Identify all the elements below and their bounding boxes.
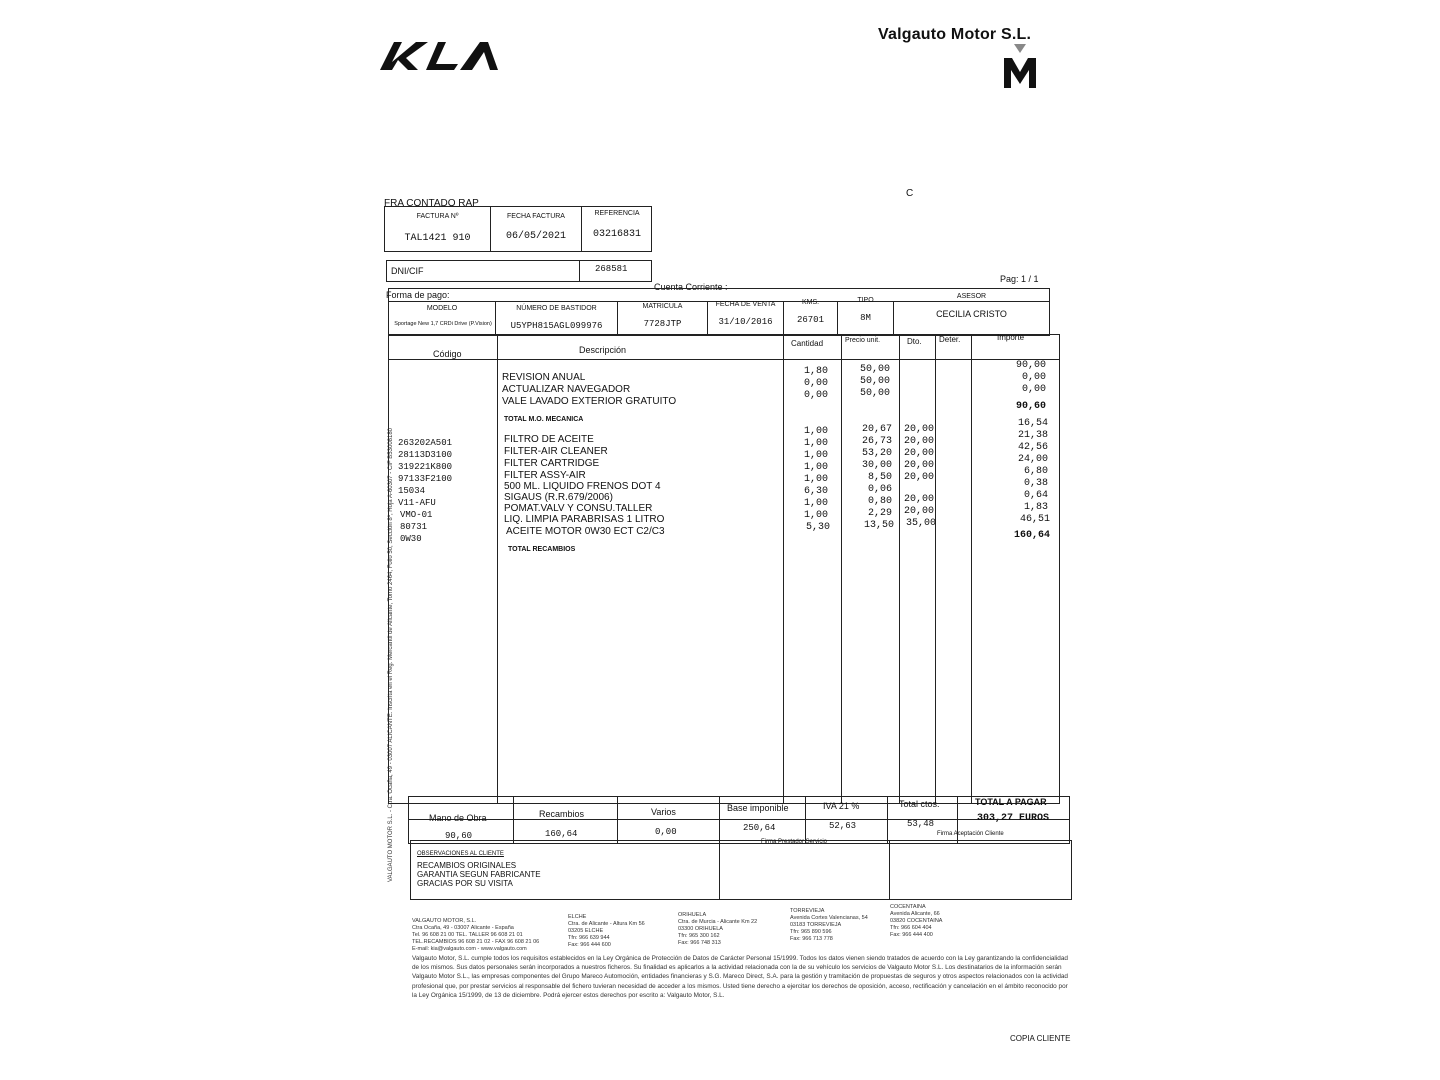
parts-total-label: TOTAL RECAMBIOS bbox=[508, 546, 576, 553]
part-dto: 20,00 bbox=[903, 506, 934, 517]
iva-value: 52,63 bbox=[829, 821, 857, 831]
part-desc: 500 ML. LIQUIDO FRENOS DOT 4 bbox=[504, 481, 661, 492]
observacion-line: GRACIAS POR SU VISITA bbox=[417, 879, 513, 888]
items-table bbox=[388, 334, 1060, 804]
part-desc: LIQ. LIMPIA PARABRISAS 1 LITRO bbox=[504, 514, 665, 525]
tipo-label: TIPO bbox=[857, 297, 874, 304]
firma-cliente: Firma Aceptación Cliente bbox=[937, 831, 1004, 837]
kia-logo bbox=[376, 36, 516, 76]
labor-subtotal: 90,60 bbox=[1015, 401, 1046, 412]
vehicle-info-box bbox=[388, 288, 1050, 336]
recambios-value: 160,64 bbox=[545, 829, 578, 839]
base-value: 250,64 bbox=[743, 823, 776, 833]
part-dto: 20,00 bbox=[903, 436, 934, 447]
part-code: 28113D3100 bbox=[398, 450, 453, 460]
office-line: 03300 ORIHUELA bbox=[678, 926, 723, 932]
office-name: ELCHE bbox=[568, 914, 587, 920]
modelo-value: Sportage New 1,7 CRDi Drive (P.Vision) bbox=[394, 321, 492, 327]
asesor-label: ASESOR bbox=[956, 293, 987, 300]
copy-label: COPIA CLIENTE bbox=[1010, 1034, 1071, 1043]
labor-price: 50,00 bbox=[859, 364, 890, 375]
part-code: 97133F2100 bbox=[398, 474, 453, 484]
office-line: Ctra Ocaña, 49 - 03007 Alicante - España bbox=[412, 925, 514, 931]
matricula-label: MATRICULA bbox=[642, 303, 683, 310]
office-name: TORREVIEJA bbox=[790, 908, 825, 914]
cuenta-corriente: Cuenta Corriente : bbox=[654, 282, 728, 292]
legal-notice: Valgauto Motor, S.L. cumple todos los requisitos establecidos en la Ley Orgánica de Protección de Datos de Carácter Personal 15/1999. Todos los datos vienen siendo tratados de acuerdo con la Ley garantizando la confidencialidad de los mismos. Sus datos personales serán incorporados a nuestros ficheros. Su finalidad es aplicarlos a la actividad relacionada con la de su vehículo los servicios de Valgauto Motor S.L. Los destinatarios de la información serán Valgauto Motor S.L., las empresas componentes del Grupo Mareco Automoción, entidades financieras y S.G. Mareco Direct, S.A. para la gestión y tramitación de propuestas de seguros y otros aspectos relacionados con la actividad profesional que, por prestar servicios al responsable del fichero tuvieran necesidad de acceder a los mismos. Usted tiene derecho a ejercitar los derechos de oposición, acceso, rectificación y cancelación en el ámbito reconocido por la Ley Orgánica 15/1999, de 13 de diciembre. Podrá ejercer estos derechos por escrito a: Valgauto Motor, S.L. bbox=[412, 955, 1068, 999]
invoice-date: 06/05/2021 bbox=[505, 231, 566, 242]
referencia-label: REFERENCIA bbox=[594, 210, 640, 217]
office-line: Fax: 966 444 400 bbox=[890, 932, 933, 938]
part-amount: 16,54 bbox=[1017, 418, 1048, 429]
labor-desc: REVISION ANUAL bbox=[502, 372, 586, 383]
part-price: 53,20 bbox=[861, 448, 892, 459]
labor-desc: VALE LAVADO EXTERIOR GRATUITO bbox=[502, 396, 677, 407]
labor-amount: 0,00 bbox=[1021, 372, 1046, 383]
part-dto: 20,00 bbox=[903, 494, 934, 505]
office-name: COCENTAINA bbox=[890, 904, 926, 910]
stray-mark: C bbox=[906, 188, 914, 199]
company-name: Valgauto Motor S.L. bbox=[878, 26, 1032, 43]
col-descripcion: Descripción bbox=[579, 345, 627, 355]
office-line: Avenida Cortes Valencianas, 54 bbox=[790, 915, 868, 921]
col-codigo: Código bbox=[433, 349, 462, 359]
part-amount: 6,80 bbox=[1023, 466, 1048, 477]
office-line: E-mail: kia@valgauto.com - www.valgauto.com bbox=[412, 946, 527, 952]
part-qty: 6,30 bbox=[803, 486, 828, 497]
office-orihuela bbox=[678, 912, 778, 947]
labor-qty: 0,00 bbox=[803, 390, 828, 401]
part-code: VMO-01 bbox=[400, 510, 433, 520]
part-price: 0,06 bbox=[867, 484, 892, 495]
asesor-value: CECILIA CRISTO bbox=[936, 309, 1007, 319]
part-price: 30,00 bbox=[861, 460, 892, 471]
labor-qty: 1,80 bbox=[803, 366, 828, 377]
office-line: 03183 TORREVIEJA bbox=[790, 922, 842, 928]
office-torrevieja bbox=[790, 908, 890, 943]
office-line: Tfn: 965 300 162 bbox=[678, 933, 720, 939]
total-pagar-value: 303,27 EUROS bbox=[977, 813, 1050, 824]
part-desc: ACEITE MOTOR 0W30 ECT C2/C3 bbox=[506, 526, 665, 537]
iva-label: IVA 21 % bbox=[823, 801, 860, 811]
office-line: Fax: 966 713 778 bbox=[790, 936, 833, 942]
reference-number: 03216831 bbox=[592, 229, 641, 240]
bastidor-label: NÚMERO DE BASTIDOR bbox=[516, 305, 597, 312]
dni-box bbox=[386, 260, 652, 282]
office-elche bbox=[568, 914, 668, 949]
recambios-label: Recambios bbox=[539, 809, 585, 819]
total-pagar-label: TOTAL A PAGAR bbox=[975, 797, 1047, 807]
part-qty: 1,00 bbox=[803, 438, 828, 449]
part-dto: 35,00 bbox=[905, 518, 936, 529]
part-desc: FILTER-AIR CLEANER bbox=[504, 446, 608, 457]
part-price: 13,50 bbox=[863, 520, 894, 531]
office-line: Ctra. de Murcia - Alicante Km 22 bbox=[678, 919, 758, 925]
labor-total-label: TOTAL M.O. MECANICA bbox=[504, 416, 584, 423]
invoice-id-box bbox=[384, 206, 652, 252]
kms-value: 26701 bbox=[796, 315, 824, 325]
office-line: Tfn: 965 890 596 bbox=[790, 929, 832, 935]
part-amount: 1,83 bbox=[1023, 502, 1048, 513]
part-amount: 0,38 bbox=[1023, 478, 1048, 489]
office-main bbox=[412, 918, 562, 953]
office-cocentaina bbox=[890, 904, 990, 939]
office-line: Tel. 96 608 21 00 TEL. TALLER 96 608 21 01 bbox=[412, 932, 523, 938]
mano-obra-label: Mano de Obra bbox=[429, 813, 487, 823]
part-price: 2,29 bbox=[867, 508, 892, 519]
col-dto: Dto. bbox=[907, 337, 922, 346]
factura-label: FACTURA Nº bbox=[416, 213, 459, 220]
office-line: Ctra. de Alicante - Altura Km 56 bbox=[568, 921, 645, 927]
office-line: Fax: 966 748 313 bbox=[678, 940, 721, 946]
firma-prestador: Firma Prestador Servicio bbox=[761, 839, 828, 845]
part-desc: SIGAUS (R.R.679/2006) bbox=[504, 492, 613, 503]
part-desc: FILTRO DE ACEITE bbox=[504, 434, 594, 445]
page-number: Pag: 1 / 1 bbox=[1000, 274, 1039, 284]
labor-amount: 90,00 bbox=[1015, 360, 1046, 371]
part-code: 319221K800 bbox=[398, 462, 453, 472]
part-desc: POMAT.VALV Y CONSU.TALLER bbox=[504, 503, 653, 514]
labor-price: 50,00 bbox=[859, 376, 890, 387]
part-qty: 1,00 bbox=[803, 426, 828, 437]
office-name: VALGAUTO MOTOR, S.L. bbox=[412, 918, 477, 924]
part-amount: 0,64 bbox=[1023, 490, 1048, 501]
fecha-label: FECHA FACTURA bbox=[507, 213, 565, 220]
office-name: ORIHUELA bbox=[678, 912, 707, 918]
bastidor-value: U5YPH815AGL099976 bbox=[510, 321, 603, 331]
part-code: V11-AFU bbox=[398, 498, 436, 508]
forma-pago: Forma de pago: bbox=[386, 290, 450, 300]
office-line: 03205 ELCHE bbox=[568, 928, 604, 934]
part-code: 263202A501 bbox=[398, 438, 453, 448]
kms-label: KMS. bbox=[801, 299, 820, 306]
labor-price: 50,00 bbox=[859, 388, 890, 399]
office-line: 03820 COCENTAINA bbox=[890, 918, 943, 924]
part-price: 0,80 bbox=[867, 496, 892, 507]
part-code: 15034 bbox=[398, 486, 426, 496]
part-amount: 24,00 bbox=[1017, 454, 1048, 465]
part-price: 26,73 bbox=[861, 436, 892, 447]
part-code: 0W30 bbox=[400, 534, 422, 544]
part-qty: 5,30 bbox=[805, 522, 830, 533]
col-deter: Deter. bbox=[939, 335, 961, 344]
part-dto: 20,00 bbox=[903, 424, 934, 435]
part-dto: 20,00 bbox=[903, 448, 934, 459]
labor-amount: 0,00 bbox=[1021, 384, 1046, 395]
varios-label: Varios bbox=[651, 807, 676, 817]
part-amount: 46,51 bbox=[1019, 514, 1050, 525]
part-desc: FILTER CARTRIDGE bbox=[504, 458, 600, 469]
dni-label: DNI/CIF bbox=[391, 266, 424, 276]
part-desc: FILTER ASSY-AIR bbox=[504, 470, 586, 481]
labor-desc: ACTUALIZAR NAVEGADOR bbox=[502, 384, 631, 395]
part-code: 80731 bbox=[400, 522, 428, 532]
matricula-value: 7728JTP bbox=[643, 319, 682, 329]
company-m-logo bbox=[1000, 44, 1040, 90]
office-line: TEL.RECAMBIOS 96 608 21 02 - FAX 96 608 21 06 bbox=[412, 939, 540, 945]
part-qty: 1,00 bbox=[803, 450, 828, 461]
modelo-label: MODELO bbox=[426, 305, 458, 312]
part-qty: 1,00 bbox=[803, 462, 828, 473]
fecha-venta-label: FECHA DE VENTA bbox=[715, 301, 776, 308]
factura-number: TAL1421 910 bbox=[404, 233, 471, 244]
observacion-line: RECAMBIOS ORIGINALES bbox=[417, 861, 517, 870]
part-price: 8,50 bbox=[867, 472, 892, 483]
part-amount: 21,38 bbox=[1017, 430, 1048, 441]
registry-text: VALGAUTO MOTOR S.L. - Ctra. Ocaña, 49 - 03007 ALICANTE. Inscrita en el Reg. Mercantil de Alicante, Tomo 2464, Folio 50, Sección 8ª, Hoja A-60307 - CIF B53008180 bbox=[388, 427, 394, 882]
total-ctos-label: Total ctos. bbox=[899, 799, 940, 809]
part-qty: 1,00 bbox=[803, 510, 828, 521]
part-dto: 20,00 bbox=[903, 460, 934, 471]
part-price: 20,67 bbox=[861, 424, 892, 435]
doc-type: FRA CONTADO RAP bbox=[384, 198, 479, 209]
base-label: Base imponible bbox=[727, 803, 789, 813]
office-line: Tfn: 966 639 944 bbox=[568, 935, 610, 941]
fecha-venta-value: 31/10/2016 bbox=[718, 317, 773, 327]
dni-value: 268581 bbox=[595, 264, 628, 274]
varios-value: 0,00 bbox=[655, 827, 677, 837]
part-qty: 1,00 bbox=[803, 498, 828, 509]
col-cantidad: Cantidad bbox=[791, 339, 824, 348]
part-qty: 1,00 bbox=[803, 474, 828, 485]
mano-obra-value: 90,60 bbox=[445, 831, 473, 841]
office-line: Avenida Alicante, 66 bbox=[890, 911, 940, 917]
office-line: Tfn: 966 604 404 bbox=[890, 925, 932, 931]
observacion-line: GARANTIA SEGUN FABRICANTE bbox=[417, 870, 541, 879]
total-ctos-value: 53,48 bbox=[907, 819, 935, 829]
office-line: Fax: 966 444 600 bbox=[568, 942, 611, 948]
part-amount: 42,56 bbox=[1017, 442, 1048, 453]
tipo-value: 8M bbox=[860, 313, 871, 323]
col-importe: Importe bbox=[997, 333, 1025, 342]
parts-subtotal: 160,64 bbox=[1013, 530, 1050, 541]
observaciones-title: OBSERVACIONES AL CLIENTE bbox=[417, 851, 504, 857]
col-precio: Precio unit. bbox=[845, 337, 881, 344]
part-dto: 20,00 bbox=[903, 472, 934, 483]
labor-qty: 0,00 bbox=[803, 378, 828, 389]
